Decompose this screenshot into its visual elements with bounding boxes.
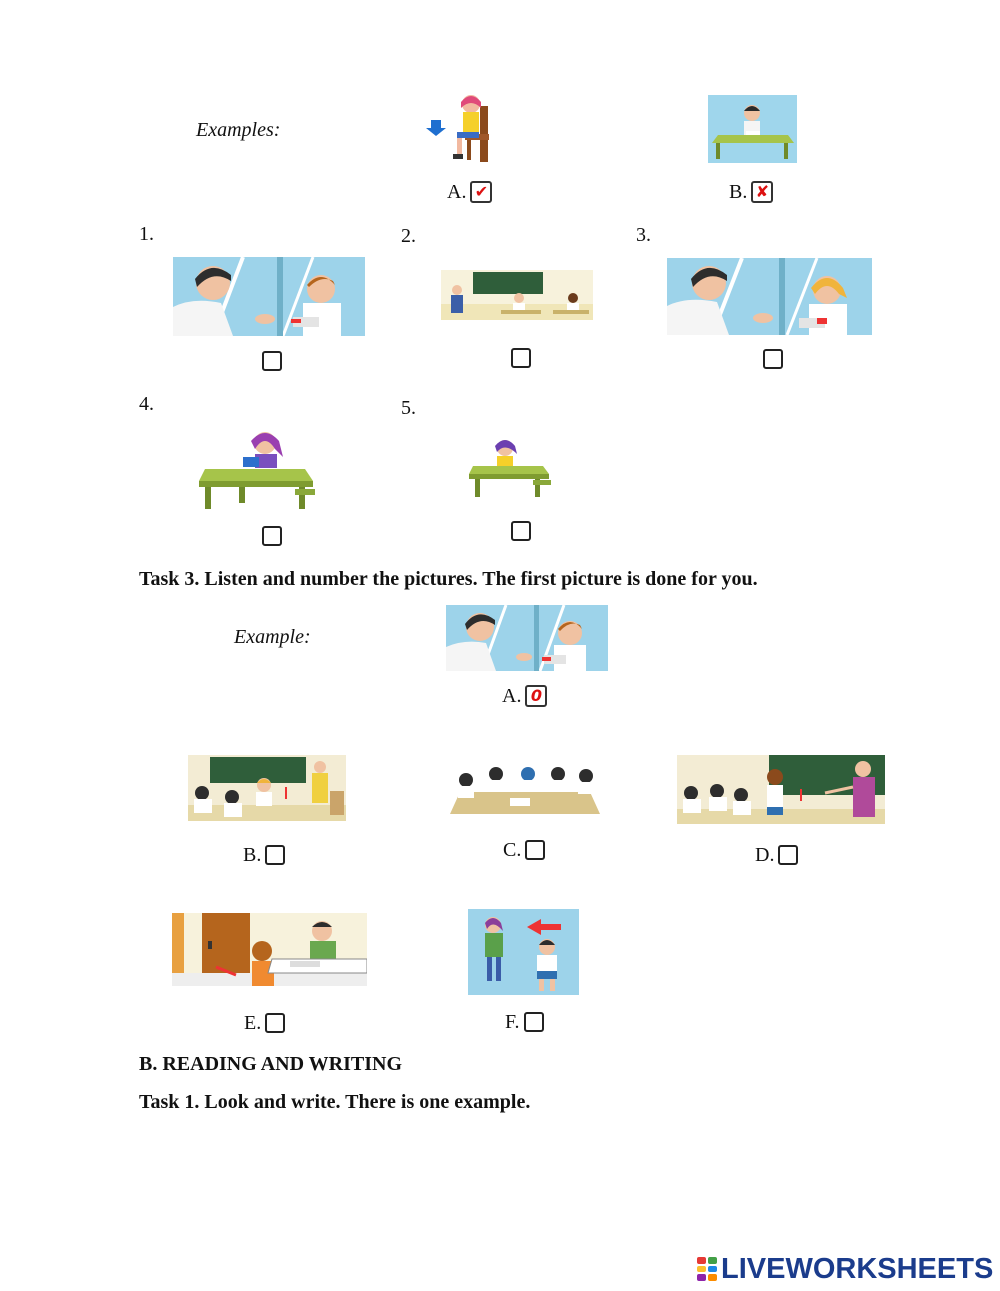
task3-b-option [243, 843, 285, 867]
item-2-image [441, 270, 593, 320]
task3-e-letter: E. [244, 1012, 262, 1034]
item-3-image [667, 258, 872, 335]
logo-text: LIVEWORKSHEETS [721, 1252, 994, 1285]
task3-e-option [244, 1011, 285, 1035]
task3-d-letter: D. [755, 844, 775, 866]
task3-c-option [503, 838, 545, 862]
task3-heading: Task 3. Listen and number the pictures. The first picture is done for you. [139, 568, 758, 590]
task3-c-image [450, 762, 602, 818]
example-b-checkbox[interactable]: ✘ [751, 181, 773, 203]
example-a-checkbox[interactable]: ✔ [470, 181, 492, 203]
item-1-checkbox[interactable] [262, 351, 282, 371]
task3-b-letter: B. [243, 844, 262, 866]
task3-c-box[interactable] [525, 840, 545, 860]
task3-d-image [677, 755, 885, 824]
task3-b-image [188, 755, 346, 821]
task3-example-answer-box[interactable]: 0 [525, 685, 547, 707]
example-a-image [425, 92, 510, 164]
example-b-letter: B. [729, 181, 748, 203]
task3-example-letter: A. [502, 685, 522, 707]
example-b-option [729, 180, 773, 204]
task3-c-letter: C. [503, 839, 522, 861]
item-4-image [199, 427, 317, 510]
example-a-letter: A. [447, 181, 467, 203]
task3-example-option [502, 684, 547, 708]
examples-label: Examples: [196, 119, 281, 141]
task3-d-option [755, 843, 798, 867]
task3-b-box[interactable] [265, 845, 285, 865]
task3-f-letter: F. [505, 1011, 520, 1033]
item-1-image [173, 257, 365, 336]
item-4-number: 4. [139, 393, 154, 415]
task3-f-image [465, 909, 582, 995]
item-5-number: 5. [401, 397, 416, 419]
task3-f-option [505, 1010, 544, 1034]
item-3-number: 3. [636, 224, 651, 246]
section-b-heading: B. READING AND WRITING [139, 1053, 403, 1075]
task3-e-box[interactable] [265, 1013, 285, 1033]
item-2-number: 2. [401, 225, 416, 247]
task3-f-box[interactable] [524, 1012, 544, 1032]
example-a-option [447, 180, 492, 204]
example-b-image [704, 95, 801, 163]
item-2-checkbox[interactable] [511, 348, 531, 368]
item-1-number: 1. [139, 223, 154, 245]
task1-heading: Task 1. Look and write. There is one example. [139, 1091, 531, 1113]
item-5-image [469, 436, 553, 500]
logo-tiles-icon [697, 1257, 717, 1281]
item-4-checkbox[interactable] [262, 526, 282, 546]
task3-d-box[interactable] [778, 845, 798, 865]
task3-example-image [446, 605, 608, 671]
liveworksheets-logo[interactable] [697, 1253, 993, 1285]
item-5-checkbox[interactable] [511, 521, 531, 541]
item-3-checkbox[interactable] [763, 349, 783, 369]
task3-e-image [172, 913, 367, 986]
task3-example-label: Example: [234, 626, 311, 648]
